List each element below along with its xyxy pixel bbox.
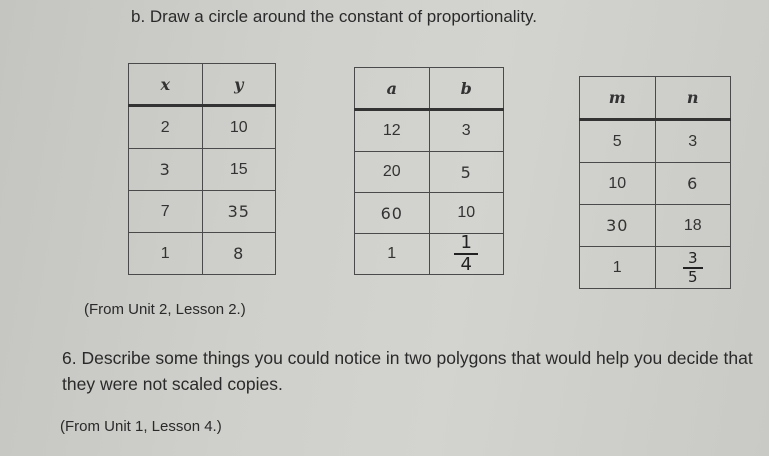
handwritten-cell: 35 — [202, 191, 276, 233]
table-row — [580, 120, 731, 163]
handwritten-fraction-cell — [429, 234, 504, 275]
table-cell: 1 — [355, 234, 430, 275]
table-row — [129, 106, 276, 149]
table-cell: 12 — [355, 110, 430, 152]
table-header: m — [580, 77, 656, 120]
handwritten-cell: 60 — [355, 193, 430, 234]
table-row — [129, 149, 276, 191]
table-row — [355, 152, 504, 193]
table-header: b — [429, 68, 504, 110]
handwritten-cell: 8 — [202, 233, 276, 275]
table-cell: 5 — [580, 120, 656, 163]
handwritten-fraction-cell — [655, 247, 731, 289]
table-row — [580, 205, 731, 247]
table-row — [580, 247, 731, 289]
source-reference-1: (From Unit 2, Lesson 2.) — [84, 301, 246, 318]
table-cell: 1 — [129, 233, 203, 275]
table-header: a — [355, 68, 430, 110]
table-cell: 1 — [580, 247, 656, 289]
table-row — [129, 233, 276, 275]
handwritten-cell: 6 — [655, 163, 731, 205]
fraction-numerator: 1 — [460, 232, 472, 253]
table-row — [355, 234, 504, 275]
table-row — [355, 193, 504, 234]
question-b-text: b. Draw a circle around the constant of proportionality. — [131, 7, 538, 26]
handwritten-cell: 3 — [129, 149, 203, 191]
table-cell: 3 — [655, 120, 731, 163]
table-header: y — [202, 64, 276, 106]
ratio-table-xy — [128, 63, 276, 275]
ratio-table-ab — [354, 67, 504, 275]
table-cell: 18 — [655, 205, 731, 247]
table-cell: 10 — [202, 106, 276, 149]
table-cell: 10 — [580, 163, 656, 205]
handwritten-fraction — [683, 248, 703, 286]
table-cell: 20 — [355, 152, 430, 193]
ratio-table-mn — [579, 76, 731, 289]
table-header: n — [655, 77, 731, 120]
handwritten-cell: 30 — [580, 205, 656, 247]
handwritten-cell: 5 — [429, 152, 504, 193]
table-header: x — [129, 64, 203, 106]
fraction-denominator: 4 — [460, 254, 472, 275]
source-reference-2: (From Unit 1, Lesson 4.) — [60, 418, 222, 435]
table-cell: 2 — [129, 106, 203, 149]
table-cell: 10 — [429, 193, 504, 234]
table-row — [355, 110, 504, 152]
table-cell: 3 — [429, 110, 504, 152]
table-row — [580, 163, 731, 205]
table-cell: 7 — [129, 191, 203, 233]
table-row — [129, 191, 276, 233]
fraction-numerator: 3 — [687, 248, 698, 267]
question-6-text: 6. Describe some things you could notice in two polygons that would help you decide that they were not scaled copies. — [62, 348, 753, 394]
handwritten-fraction — [454, 234, 478, 274]
fraction-denominator: 5 — [687, 267, 698, 286]
table-cell: 15 — [202, 149, 276, 191]
